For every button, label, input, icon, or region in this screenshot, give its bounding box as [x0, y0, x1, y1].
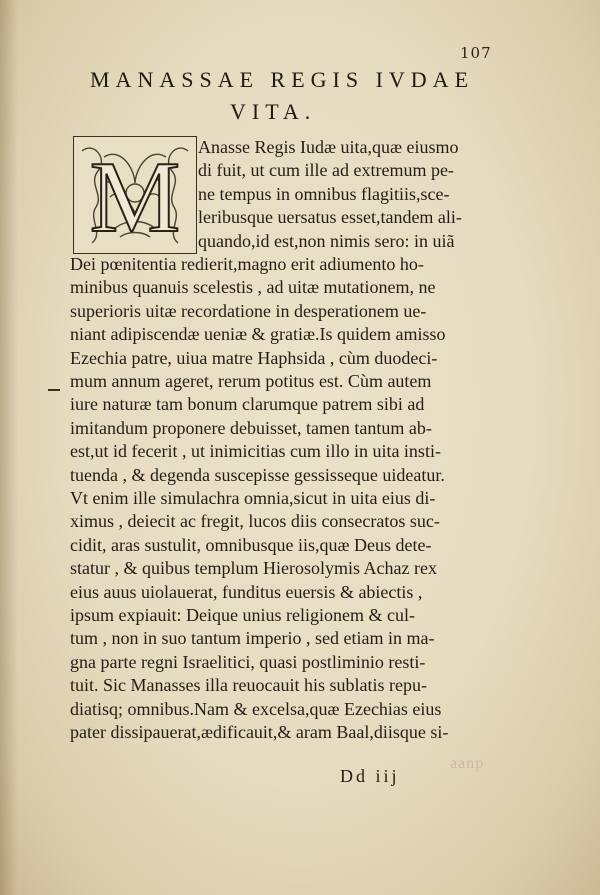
text-line: Anasse Regis Iudæ uita,quæ eiusmo — [198, 137, 459, 157]
chapter-title-line-2: VITA. — [230, 99, 317, 124]
text-line: leribusque uersatus esset,tandem ali- — [198, 207, 462, 228]
text-line: superioris uitæ recordatione in desperationem ue- — [70, 300, 427, 321]
gutter-shadow — [0, 0, 18, 895]
text-line: tum , non in suo tantum imperio , sed etiam in ma- — [70, 628, 435, 649]
text-line: cidit, aras sustulit, omnibusque iis,quæ Deus dete- — [70, 534, 432, 555]
text-line: Vt enim ille simulachra omnia,sicut in uita eius di- — [70, 488, 436, 508]
text-line: Dei pœnitentia redierit,magno erit adiumento ho- — [70, 254, 424, 274]
chapter-title-line-1: MANASSAE REGIS IVDAE — [90, 67, 475, 92]
text-line: Ezechia patre, uiua matre Haphsida , cùm duodeci- — [70, 347, 438, 368]
text-line: tuit. Sic Manasses illa reuocauit his sublatis repu- — [70, 675, 427, 696]
bleed-through-text: aanp — [450, 755, 485, 772]
text-line: mum annum ageret, rerum potitus est. Cùm autem — [70, 371, 432, 391]
text-line: pater dissipauerat,ædificauit,& aram Baal,diisque si- — [70, 722, 449, 742]
text-line: ne tempus in omnibus flagitiis,sce- — [198, 183, 450, 204]
decorated-initial — [73, 136, 197, 254]
text-line: eius auus uiolauerat, funditus euersis & abiectis , — [70, 581, 423, 602]
margin-mark — [48, 389, 60, 391]
text-line: iure naturæ tam bonum clarumque patrem sibi ad — [70, 394, 425, 415]
text-line: statur , & quibus templum Hierosolymis Achaz rex — [70, 558, 437, 579]
signature-mark: Dd iij — [340, 766, 400, 786]
text-line: niant adipiscendæ ueniæ & gratiæ.Is quidem amisso — [70, 324, 446, 345]
text-line: quando,id est,non nimis sero: in uiã — [198, 230, 455, 251]
text-line: tuenda , & degenda suscepisse gessisseque uideatur. — [70, 464, 445, 485]
text-line: ipsum expiauit: Deique unius religionem & cul- — [70, 605, 415, 625]
text-line: di fuit, ut cum ille ad extremum pe- — [198, 160, 454, 181]
text-line: ximus , deiecit ac fregit, lucos diis consecratos suc- — [70, 511, 440, 532]
chapter-title — [90, 64, 510, 128]
text-line: diatisq; omnibus.Nam & excelsa,quæ Ezechias eius — [70, 698, 442, 719]
text-line: est,ut id fecerit , ut inimicitias cum illo in uita insti- — [70, 441, 441, 462]
text-line: imitandum proponere debuisset, tamen tantum ab- — [70, 417, 432, 438]
initial-letter: M — [89, 141, 181, 253]
text-line: minibus quanuis scelestis , ad uitæ mutationem, ne — [70, 277, 436, 298]
text-line: gna parte regni Israelitici, quasi postliminio resti- — [70, 651, 426, 672]
ornament-initial-icon — [74, 137, 196, 253]
page-number: 107 — [460, 44, 492, 62]
